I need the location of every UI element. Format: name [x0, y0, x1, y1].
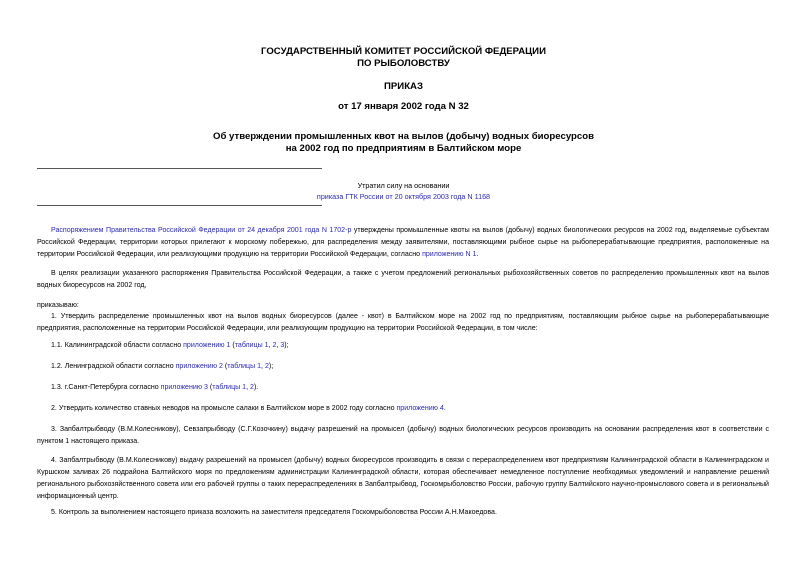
preamble-end: .	[476, 250, 479, 258]
item-1-2-paren: (	[222, 363, 228, 370]
paragraph-item-1-1	[37, 340, 769, 352]
paragraph-order-word: приказываю:	[37, 302, 79, 309]
paragraph-item-1-3	[37, 382, 769, 394]
preamble-text: утверждены промышленные квоты на вылов (добычу) водных биологических ресурсов на 2002 год, выделяемые субъектам Российской Федерации, территории которых прилегают к морскому побережью, для распределения между заявителями, поставляющими рыбное сырье на рыбоперерабатывающие предприятия, расположенные на территории Российской Федерации, или реализующими продукцию на территории Российской Федерации, согласно	[37, 227, 769, 258]
org-name-line2: ПО РЫБОЛОВСТВУ	[357, 58, 450, 69]
paragraph-item-4: 4. Запбалтрыбводу (В.М.Колесникову) выдачу разрешений на промысел (добычу) водных биоресурсов производить в связи с перераспределением квот предприятиям Калининградской области в Калининградском и Куршском заливах 26 подрайона Балтийского моря по предложениям администрации Калининградской области, которая обеспечивает немедленное поступление необходимых уведомлений и направление решений регионального рыбохозяйственного совета или его рабочей группы о таких перераспределениях в Запбалтрыбвод, Госкомрыболовство России, рабочую группу Балтийского научно-промыслового совета и в региональный информационный центр.	[37, 457, 769, 500]
item-2-end: .	[443, 405, 446, 412]
annex-2-link[interactable]: приложению 2	[175, 363, 223, 370]
divider-bottom	[37, 205, 322, 206]
annex-4-link[interactable]: приложению 4	[396, 405, 444, 412]
item-1-2-end: );	[268, 363, 274, 370]
doc-date: от 17 января 2002 года N 32	[338, 101, 469, 112]
item-1-2-sep: ,	[261, 363, 265, 370]
table-2-link[interactable]: 2	[272, 342, 277, 349]
item-1-1-sep: ,	[268, 342, 273, 349]
status-note-link-line	[0, 191, 807, 202]
table-2-link[interactable]: 2	[250, 384, 254, 391]
doc-title-line1: Об утверждении промышленных квот на вылов (добычу) водных биоресурсов	[213, 131, 594, 142]
table-1-link[interactable]: таблицы 1	[234, 342, 269, 349]
annex-1-link[interactable]: приложению 1	[183, 342, 231, 349]
item-1-1-sep: ,	[276, 342, 281, 349]
table-1-link[interactable]: таблицы 1	[212, 384, 247, 391]
annex-1-link[interactable]: приложению N 1	[422, 250, 477, 258]
table-1-link[interactable]: таблицы 1	[227, 363, 262, 370]
doc-type: ПРИКАЗ	[384, 81, 423, 92]
table-3-link[interactable]: 3	[280, 342, 285, 349]
item-1-3-sep: ,	[246, 384, 251, 391]
item-2-text: 2. Утвердить количество ставных неводов на промысле салаки в Балтийском море в 2002 году согласно	[51, 405, 397, 412]
paragraph-item-1: 1. Утвердить распределение промышленных квот на вылов водных биоресурсов (далее - квот) в Балтийском море на 2002 год по предприятиям, поставляющим рыбное сырье на рыбоперерабатывающие предприятия, расположенные на территории Российской Федерации, или реализующим продукцию на территории Российской Федерации, в том числе:	[37, 313, 769, 332]
paragraph-item-2	[37, 403, 769, 415]
table-2-link[interactable]: 2	[264, 363, 269, 370]
doc-title-line2: на 2002 год по предприятиям в Балтийском море	[285, 143, 522, 154]
item-1-1-text: 1.1. Калининградской области согласно	[51, 342, 184, 349]
org-name-line1: ГОСУДАРСТВЕННЫЙ КОМИТЕТ РОССИЙСКОЙ ФЕДЕРАЦИИ	[261, 46, 546, 57]
item-1-2-text: 1.2. Ленинградской области согласно	[51, 363, 176, 370]
repeal-order-link[interactable]: приказа ГТК России от 20 октября 2003 года N 1168	[316, 192, 491, 201]
annex-3-link[interactable]: приложению 3	[160, 384, 208, 391]
item-1-3-end: ).	[253, 384, 259, 391]
paragraph-purpose: В целях реализации указанного распоряжения Правительства Российской Федерации, а также с учетом предложений региональных рыбохозяйственных советов по распределению промышленных квот на вылов водных биоресурсов на 2002 год,	[37, 270, 769, 289]
paragraph-item-3: 3. Запбалтрыбводу (В.М.Колесникову), Севзапрыбводу (С.Г.Козочкину) выдачу разрешений на промысел (добычу) водных биологических ресурсов производить на основании распределения квот в соответствии с пунктом 1 настоящего приказа.	[37, 426, 769, 445]
divider-top	[37, 168, 322, 169]
item-1-1-end: );	[284, 342, 289, 349]
item-1-3-text: 1.3. г.Санкт-Петербурга согласно	[51, 384, 161, 391]
government-order-link[interactable]: Распоряжением Правительства Российской Федерации от 24 декабря 2001 года N 1702-р	[51, 227, 352, 234]
item-1-3-paren: (	[207, 384, 213, 391]
paragraph-item-1-2	[37, 361, 769, 373]
paragraph-item-5: 5. Контроль за выполнением настоящего приказа возложить на заместителя председателя Госкомрыболовства России А.Н.Макоедова.	[51, 509, 497, 516]
item-1-1-paren: (	[230, 342, 235, 349]
paragraph-preamble	[37, 225, 769, 261]
status-note: Утратил силу на основании	[357, 181, 450, 190]
